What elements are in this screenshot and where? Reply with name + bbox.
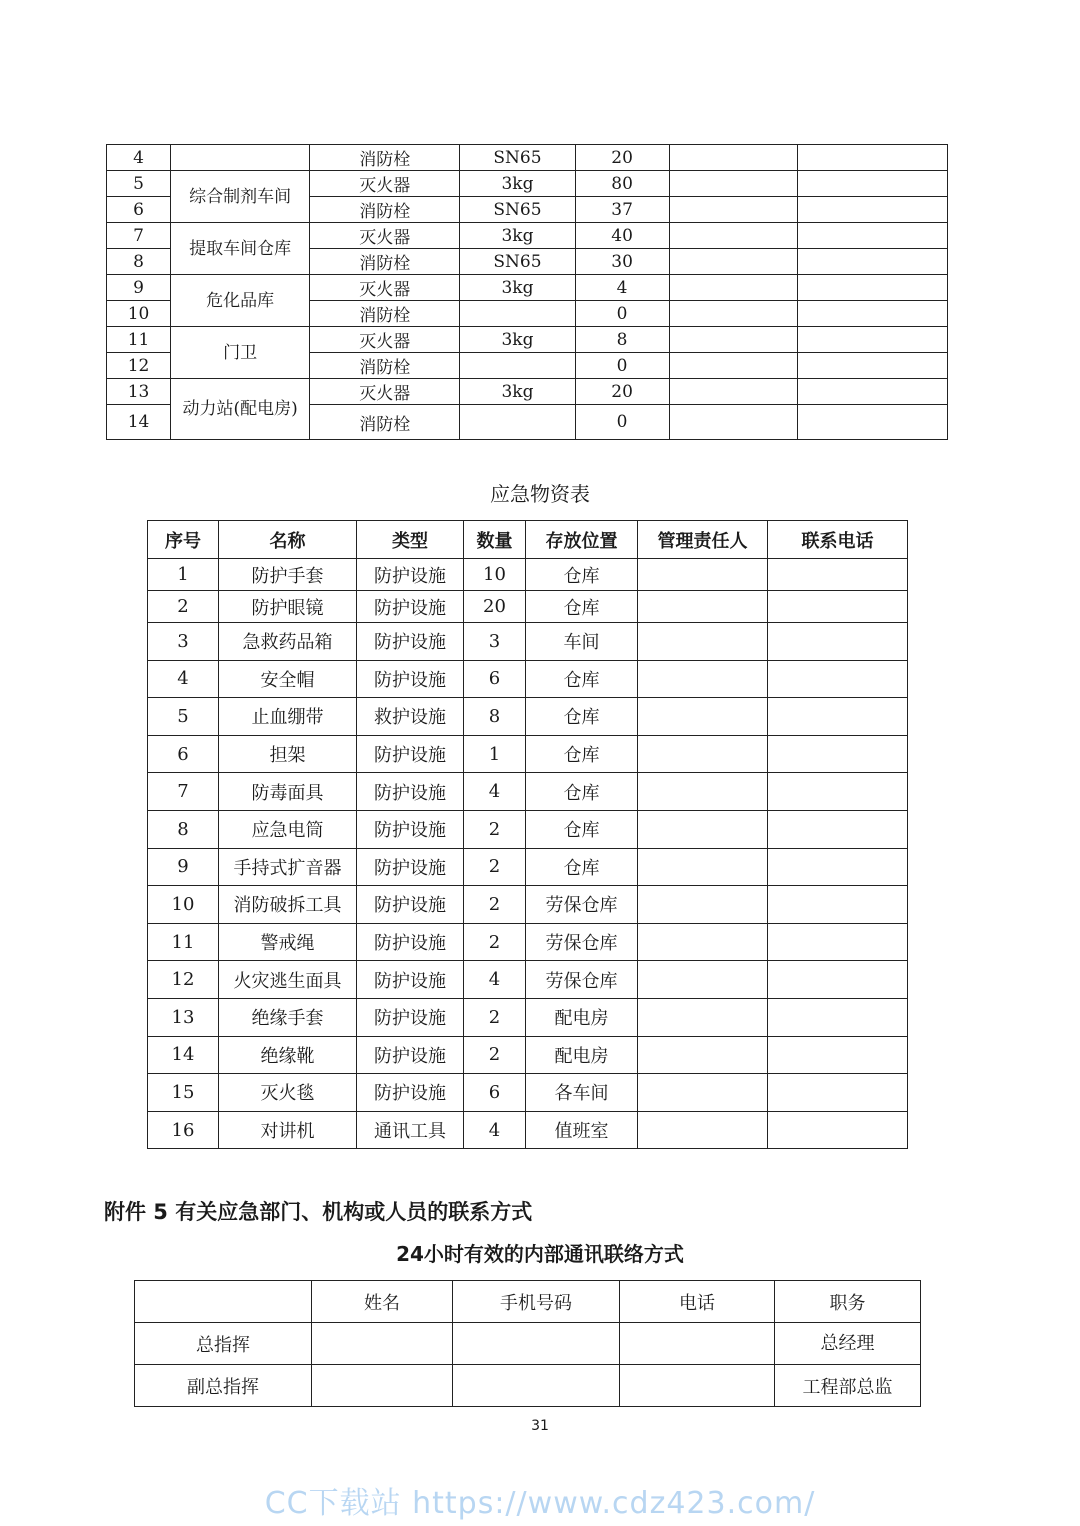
spec-cell: SN65 [460, 145, 575, 171]
storage-place: 仓库 [526, 660, 638, 698]
page-number: 31 [531, 1418, 549, 1434]
table-row [148, 998, 908, 1036]
item-quantity: 2 [464, 886, 526, 924]
empty-cell [453, 1365, 620, 1407]
table-row [148, 559, 908, 591]
position-cell: 工程部总监 [775, 1365, 921, 1407]
storage-place: 配电房 [526, 1036, 638, 1074]
empty-cell [638, 1036, 768, 1074]
table-row [107, 145, 948, 171]
row-number: 10 [148, 886, 219, 924]
empty-cell [797, 405, 947, 440]
item-name: 应急电筒 [219, 810, 357, 848]
item-type: 防护设施 [357, 886, 464, 924]
empty-cell [669, 301, 797, 327]
item-type: 防护设施 [357, 998, 464, 1036]
row-number: 4 [148, 660, 219, 698]
row-number: 6 [107, 197, 171, 223]
empty-cell [638, 773, 768, 811]
item-quantity: 2 [464, 1036, 526, 1074]
empty-cell [797, 249, 947, 275]
item-quantity: 4 [464, 1111, 526, 1149]
item-type: 防护设施 [357, 559, 464, 591]
table-row [148, 591, 908, 623]
empty-cell [797, 145, 947, 171]
empty-cell [638, 886, 768, 924]
storage-place: 劳保仓库 [526, 923, 638, 961]
header-cell: 序号 [148, 521, 219, 559]
table-row [148, 1036, 908, 1074]
row-number: 9 [148, 848, 219, 886]
empty-cell [768, 961, 908, 999]
storage-place: 车间 [526, 623, 638, 661]
row-number: 2 [148, 591, 219, 623]
spec-cell: 3kg [460, 223, 575, 249]
item-name: 止血绷带 [219, 698, 357, 736]
equipment-cell: 消防栓 [310, 405, 460, 440]
item-name: 绝缘靴 [219, 1036, 357, 1074]
equipment-cell: 消防栓 [310, 301, 460, 327]
item-type: 救护设施 [357, 698, 464, 736]
spec-cell [460, 301, 575, 327]
item-quantity: 10 [464, 559, 526, 591]
row-number: 10 [107, 301, 171, 327]
item-name: 灭火毯 [219, 1074, 357, 1112]
item-name: 手持式扩音器 [219, 848, 357, 886]
empty-cell [768, 698, 908, 736]
empty-cell [638, 698, 768, 736]
item-quantity: 6 [464, 1074, 526, 1112]
header-cell: 电话 [620, 1281, 775, 1323]
equipment-cell: 消防栓 [310, 197, 460, 223]
item-quantity: 1 [464, 735, 526, 773]
header-cell: 职务 [775, 1281, 921, 1323]
equipment-cell: 消防栓 [310, 145, 460, 171]
role-cell: 副总指挥 [135, 1365, 312, 1407]
table-header-row [135, 1281, 921, 1323]
header-cell: 管理责任人 [638, 521, 768, 559]
quantity-cell: 4 [575, 275, 669, 301]
empty-cell [768, 848, 908, 886]
table-row [148, 886, 908, 924]
item-quantity: 3 [464, 623, 526, 661]
storage-place: 仓库 [526, 810, 638, 848]
quantity-cell: 8 [575, 327, 669, 353]
item-name: 防护手套 [219, 559, 357, 591]
spec-cell: 3kg [460, 379, 575, 405]
table-header-row [148, 521, 908, 559]
empty-cell [768, 886, 908, 924]
row-number: 12 [148, 961, 219, 999]
equipment-cell: 灭火器 [310, 275, 460, 301]
spec-cell: SN65 [460, 197, 575, 223]
item-name: 消防破拆工具 [219, 886, 357, 924]
equipment-cell: 灭火器 [310, 223, 460, 249]
empty-cell [768, 735, 908, 773]
spec-cell [460, 353, 575, 379]
supplies-table-caption: 应急物资表 [490, 482, 590, 506]
equipment-cell: 灭火器 [310, 379, 460, 405]
header-cell: 名称 [219, 521, 357, 559]
empty-cell [797, 223, 947, 249]
empty-cell [638, 591, 768, 623]
empty-cell [768, 773, 908, 811]
header-cell: 手机号码 [453, 1281, 620, 1323]
empty-cell [768, 1036, 908, 1074]
empty-cell [620, 1365, 775, 1407]
item-type: 通讯工具 [357, 1111, 464, 1149]
row-number: 13 [107, 379, 171, 405]
item-name: 担架 [219, 735, 357, 773]
table-row [148, 773, 908, 811]
storage-place: 劳保仓库 [526, 961, 638, 999]
spec-cell: 3kg [460, 327, 575, 353]
row-number: 8 [148, 810, 219, 848]
empty-cell [638, 623, 768, 661]
empty-cell [669, 327, 797, 353]
item-quantity: 2 [464, 810, 526, 848]
empty-cell [638, 923, 768, 961]
empty-cell [638, 1111, 768, 1149]
storage-place: 劳保仓库 [526, 886, 638, 924]
empty-cell [797, 353, 947, 379]
contact-table [134, 1280, 921, 1407]
watermark: CC下载站 https://www.cdz423.com/ [264, 1486, 816, 1521]
empty-cell [620, 1323, 775, 1365]
emergency-supplies-table [147, 520, 908, 1149]
empty-cell [638, 848, 768, 886]
section-heading: 附件 5 有关应急部门、机构或人员的联系方式 [104, 1200, 533, 1224]
table-row [107, 223, 948, 249]
header-cell: 姓名 [312, 1281, 453, 1323]
empty-cell [453, 1323, 620, 1365]
quantity-cell: 20 [575, 379, 669, 405]
item-name: 防毒面具 [219, 773, 357, 811]
header-cell: 联系电话 [768, 521, 908, 559]
empty-cell [797, 275, 947, 301]
item-name: 火灾逃生面具 [219, 961, 357, 999]
empty-cell [669, 405, 797, 440]
spec-cell [460, 405, 575, 440]
location-cell [171, 145, 310, 171]
empty-cell [638, 559, 768, 591]
table-row [148, 660, 908, 698]
quantity-cell: 0 [575, 301, 669, 327]
row-number: 8 [107, 249, 171, 275]
empty-cell [797, 327, 947, 353]
quantity-cell: 40 [575, 223, 669, 249]
empty-cell [669, 197, 797, 223]
row-number: 6 [148, 735, 219, 773]
row-number: 7 [107, 223, 171, 249]
empty-cell [768, 623, 908, 661]
empty-cell [669, 171, 797, 197]
empty-cell [638, 660, 768, 698]
header-cell: 类型 [357, 521, 464, 559]
empty-cell [312, 1365, 453, 1407]
quantity-cell: 20 [575, 145, 669, 171]
quantity-cell: 37 [575, 197, 669, 223]
item-quantity: 2 [464, 848, 526, 886]
position-cell: 总经理 [775, 1323, 921, 1365]
row-number: 12 [107, 353, 171, 379]
item-type: 防护设施 [357, 623, 464, 661]
table-row [148, 735, 908, 773]
item-type: 防护设施 [357, 810, 464, 848]
empty-cell [669, 379, 797, 405]
item-name: 防护眼镜 [219, 591, 357, 623]
row-number: 4 [107, 145, 171, 171]
row-number: 13 [148, 998, 219, 1036]
row-number: 15 [148, 1074, 219, 1112]
row-number: 7 [148, 773, 219, 811]
empty-cell [768, 1111, 908, 1149]
table-row [135, 1365, 921, 1407]
quantity-cell: 80 [575, 171, 669, 197]
row-number: 14 [148, 1036, 219, 1074]
item-type: 防护设施 [357, 1036, 464, 1074]
table-row [107, 327, 948, 353]
storage-place: 各车间 [526, 1074, 638, 1112]
empty-cell [669, 145, 797, 171]
empty-cell [797, 171, 947, 197]
quantity-cell: 30 [575, 249, 669, 275]
empty-cell [797, 197, 947, 223]
header-cell [135, 1281, 312, 1323]
empty-cell [768, 1074, 908, 1112]
empty-cell [638, 998, 768, 1036]
quantity-cell: 0 [575, 353, 669, 379]
item-quantity: 2 [464, 998, 526, 1036]
table-row [148, 1111, 908, 1149]
table-row [148, 961, 908, 999]
item-type: 防护设施 [357, 1074, 464, 1112]
equipment-cell: 灭火器 [310, 171, 460, 197]
row-number: 5 [107, 171, 171, 197]
table-row [107, 171, 948, 197]
equipment-cell: 消防栓 [310, 353, 460, 379]
item-type: 防护设施 [357, 848, 464, 886]
row-number: 1 [148, 559, 219, 591]
item-quantity: 2 [464, 923, 526, 961]
item-quantity: 20 [464, 591, 526, 623]
item-quantity: 8 [464, 698, 526, 736]
row-number: 11 [107, 327, 171, 353]
empty-cell [669, 275, 797, 301]
storage-place: 仓库 [526, 848, 638, 886]
storage-place: 仓库 [526, 698, 638, 736]
empty-cell [638, 1074, 768, 1112]
storage-place: 仓库 [526, 735, 638, 773]
row-number: 14 [107, 405, 171, 440]
empty-cell [638, 961, 768, 999]
item-type: 防护设施 [357, 923, 464, 961]
empty-cell [638, 735, 768, 773]
empty-cell [797, 301, 947, 327]
item-type: 防护设施 [357, 660, 464, 698]
storage-place: 仓库 [526, 559, 638, 591]
location-cell: 动力站(配电房) [171, 379, 310, 440]
empty-cell [669, 353, 797, 379]
contact-table-caption: 24小时有效的内部通讯联络方式 [396, 1242, 684, 1266]
row-number: 3 [148, 623, 219, 661]
row-number: 5 [148, 698, 219, 736]
empty-cell [768, 998, 908, 1036]
fire-equipment-table [106, 144, 948, 440]
spec-cell: 3kg [460, 275, 575, 301]
empty-cell [797, 379, 947, 405]
item-quantity: 6 [464, 660, 526, 698]
table-row [148, 923, 908, 961]
item-quantity: 4 [464, 961, 526, 999]
item-name: 对讲机 [219, 1111, 357, 1149]
storage-place: 仓库 [526, 773, 638, 811]
item-type: 防护设施 [357, 591, 464, 623]
spec-cell: SN65 [460, 249, 575, 275]
location-cell: 综合制剂车间 [171, 171, 310, 223]
table-row [148, 810, 908, 848]
empty-cell [768, 591, 908, 623]
item-name: 绝缘手套 [219, 998, 357, 1036]
item-name: 警戒绳 [219, 923, 357, 961]
item-type: 防护设施 [357, 773, 464, 811]
item-quantity: 4 [464, 773, 526, 811]
storage-place: 仓库 [526, 591, 638, 623]
empty-cell [768, 559, 908, 591]
row-number: 11 [148, 923, 219, 961]
location-cell: 门卫 [171, 327, 310, 379]
row-number: 9 [107, 275, 171, 301]
empty-cell [768, 660, 908, 698]
empty-cell [768, 923, 908, 961]
table-row [107, 275, 948, 301]
table-row [148, 623, 908, 661]
equipment-cell: 消防栓 [310, 249, 460, 275]
table-row [148, 1074, 908, 1112]
header-cell: 存放位置 [526, 521, 638, 559]
item-type: 防护设施 [357, 735, 464, 773]
table-row [148, 698, 908, 736]
quantity-cell: 0 [575, 405, 669, 440]
empty-cell [669, 223, 797, 249]
empty-cell [669, 249, 797, 275]
spec-cell: 3kg [460, 171, 575, 197]
table-row [135, 1323, 921, 1365]
row-number: 16 [148, 1111, 219, 1149]
location-cell: 危化品库 [171, 275, 310, 327]
table-row [107, 379, 948, 405]
storage-place: 配电房 [526, 998, 638, 1036]
location-cell: 提取车间仓库 [171, 223, 310, 275]
storage-place: 值班室 [526, 1111, 638, 1149]
empty-cell [768, 810, 908, 848]
item-type: 防护设施 [357, 961, 464, 999]
table-row [148, 848, 908, 886]
equipment-cell: 灭火器 [310, 327, 460, 353]
header-cell: 数量 [464, 521, 526, 559]
item-name: 急救药品箱 [219, 623, 357, 661]
role-cell: 总指挥 [135, 1323, 312, 1365]
empty-cell [638, 810, 768, 848]
item-name: 安全帽 [219, 660, 357, 698]
empty-cell [312, 1323, 453, 1365]
